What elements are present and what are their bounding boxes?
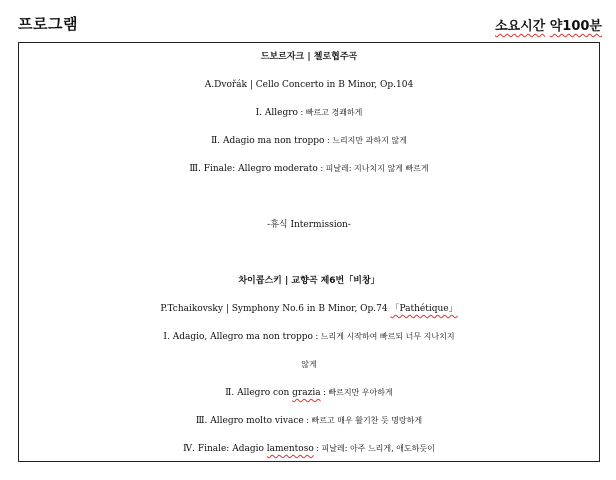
piece2-movement-2 (19, 384, 599, 402)
movement-en: Ⅲ. Allegro molto vivace (195, 416, 304, 426)
movement-kr: : 빠르지만 우아하게 (320, 388, 393, 397)
piece2-subtitle: 「Pathétique」 (390, 304, 458, 314)
piece2-movement-3 (19, 412, 599, 430)
movement-en: Ⅱ. Adagio ma non troppo (211, 136, 325, 146)
piece2-movement-1 (19, 328, 599, 346)
piece2-movement-4 (19, 440, 599, 458)
piece2-composer-kr: 차이콥스키 | 교향곡 제6번「비창」 (238, 276, 380, 286)
movement-en: Ⅲ. Finale: Allegro moderato (189, 164, 318, 174)
movement-kr: : 피날레: 지나치지 않게 빠르게 (317, 164, 429, 173)
movement-en-squiggle: grazia (292, 388, 321, 398)
movement-en: Ⅰ. Allegro (255, 108, 298, 118)
movement-kr: : 피날레: 아주 느리게, 애도하듯이 (313, 444, 435, 453)
duration-info (495, 15, 602, 34)
piece2-movement-1-cont (19, 356, 599, 374)
piece2-title-prefix: P.Tchaikovsky | Symphony No.6 in B Minor, Op.74 (160, 304, 391, 314)
movement-kr: : 빠르고 매우 활기찬 듯 명랑하게 (303, 416, 423, 425)
piece1-movement-3 (19, 160, 599, 178)
intermission: -휴식 Intermission- (267, 220, 351, 230)
piece1-movement-2 (19, 132, 599, 150)
movement-en: Ⅳ. Finale: Adagio (183, 444, 267, 454)
piece2-title-en (19, 300, 599, 318)
movement-kr: : 빠르고 경쾌하게 (297, 108, 363, 117)
program-title: 프로그램 (18, 15, 78, 33)
piece1-composer-kr: 드보르자크 | 첼로협주곡 (260, 52, 358, 62)
movement-kr: : 느리게 시작하여 빠르되 너무 지나치지 (312, 332, 455, 341)
duration-label: 소요시간 (494, 19, 546, 34)
movement-kr: 않게 (301, 360, 317, 369)
program-box (18, 42, 600, 462)
movement-kr: : 느리지만 과하지 않게 (324, 136, 407, 145)
piece1-title-en: A.Dvořák | Cello Concerto in B Minor, Op.104 (204, 80, 414, 90)
movement-en: Ⅱ. Allegro con (225, 388, 293, 398)
piece1-movement-1 (19, 104, 599, 122)
movement-en: Ⅰ. Adagio, Allegro ma non troppo (163, 332, 313, 342)
movement-en-squiggle: lamentoso (266, 444, 314, 454)
duration-value: 약100분 (549, 19, 602, 34)
